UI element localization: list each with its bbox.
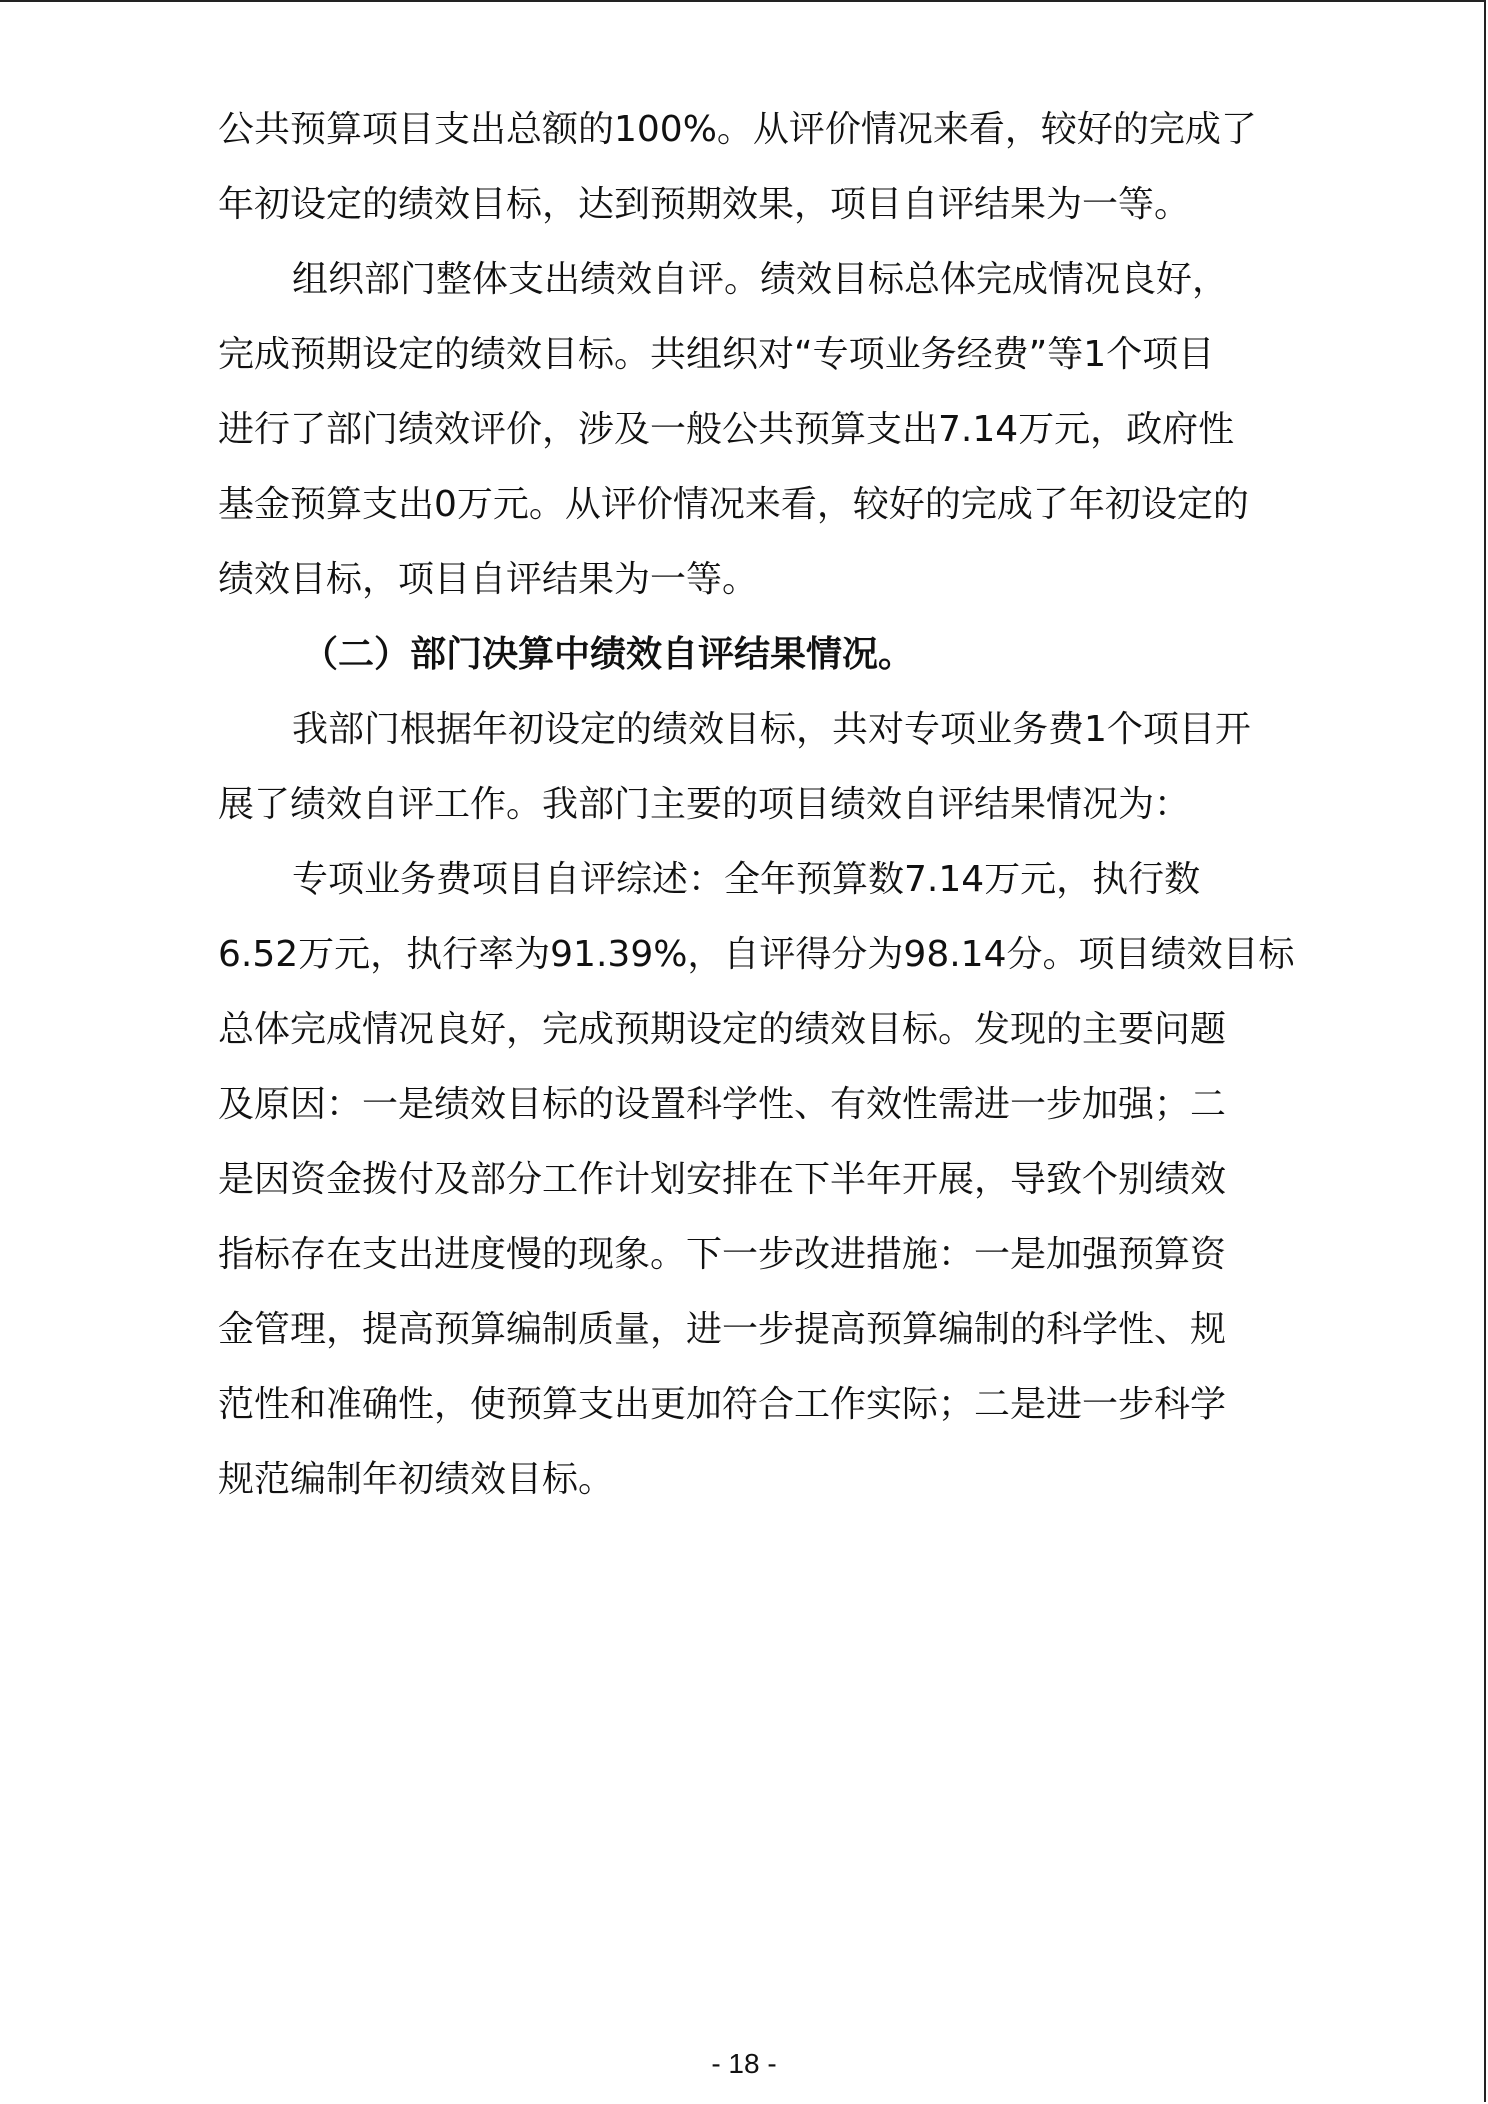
- paragraph-line: 规范编制年初绩效目标。: [218, 1459, 615, 1500]
- paragraph-line: 6.52万元，执行率为91.39%，自评得分为98.14分。项目绩效目标: [218, 934, 1295, 975]
- paragraph-line: 专项业务费项目自评综述：全年预算数7.14万元，执行数: [292, 859, 1201, 900]
- paragraph-line: 进行了部门绩效评价，涉及一般公共预算支出7.14万元，政府性: [218, 409, 1235, 450]
- paragraph-line: 范性和准确性，使预算支出更加符合工作实际；二是进一步科学: [218, 1384, 1227, 1425]
- section-heading: （二）部门决算中绩效自评结果情况。: [302, 634, 915, 675]
- paragraph-line: 总体完成情况良好，完成预期设定的绩效目标。发现的主要问题: [218, 1009, 1227, 1050]
- paragraph-line: 是因资金拨付及部分工作计划安排在下半年开展，导致个别绩效: [218, 1159, 1227, 1200]
- paragraph-line: 绩效目标，项目自评结果为一等。: [218, 559, 759, 600]
- paragraph-line: 组织部门整体支出绩效自评。绩效目标总体完成情况良好，: [292, 259, 1229, 300]
- paragraph-line: 展了绩效自评工作。我部门主要的项目绩效自评结果情况为：: [218, 784, 1191, 825]
- paragraph-line: 公共预算项目支出总额的100%。从评价情况来看，较好的完成了: [218, 109, 1257, 150]
- paragraph-line: 基金预算支出0万元。从评价情况来看，较好的完成了年初设定的: [218, 484, 1249, 525]
- paragraph-line: 完成预期设定的绩效目标。共组织对“专项业务经费”等1个项目: [218, 334, 1215, 375]
- paragraph-line: 年初设定的绩效目标，达到预期效果，项目自评结果为一等。: [218, 184, 1191, 225]
- paragraph-line: 我部门根据年初设定的绩效目标，共对专项业务费1个项目开: [292, 709, 1251, 750]
- page-number: - 18 -: [711, 2048, 777, 2079]
- paragraph-line: 指标存在支出进度慢的现象。下一步改进措施：一是加强预算资: [218, 1234, 1227, 1275]
- paragraph-line: 及原因：一是绩效目标的设置科学性、有效性需进一步加强；二: [218, 1084, 1227, 1125]
- paragraph-line: 金管理，提高预算编制质量，进一步提高预算编制的科学性、规: [218, 1309, 1227, 1350]
